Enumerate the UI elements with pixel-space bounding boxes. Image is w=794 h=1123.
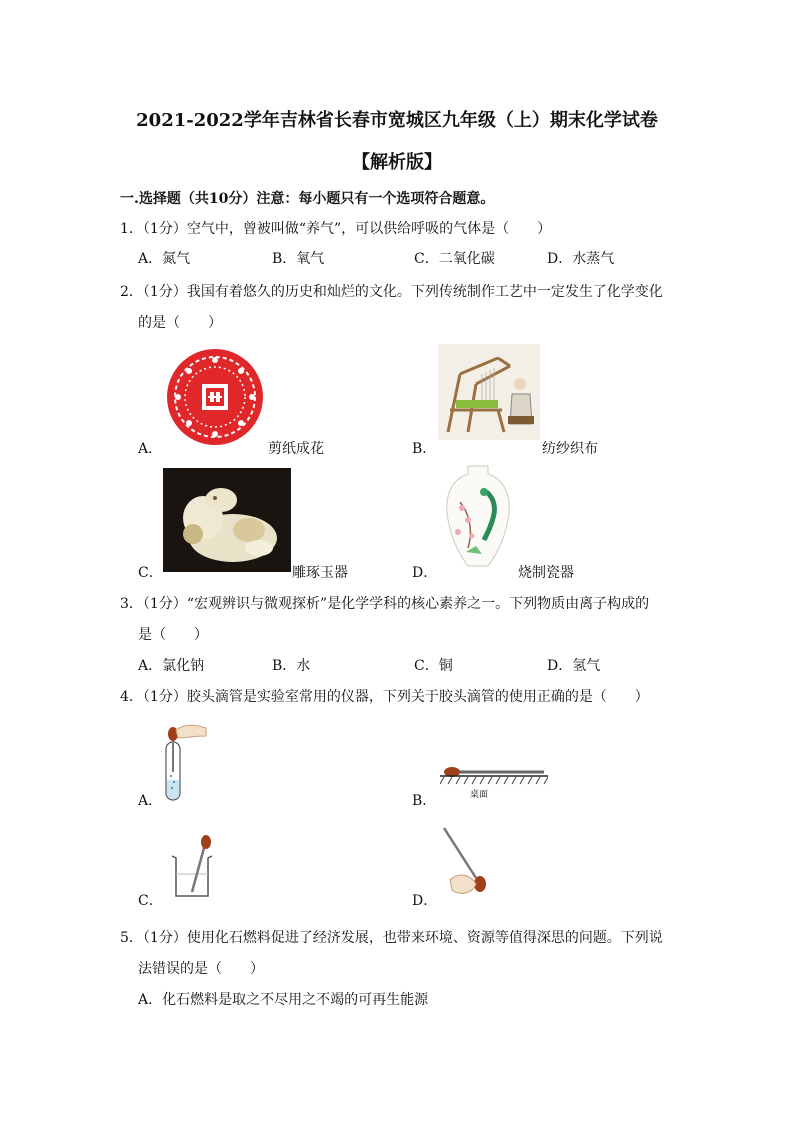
q2-option-c: C． bbox=[138, 565, 163, 581]
question-2-line2: 的是（ ） bbox=[138, 315, 222, 331]
question-4-text: 4．（1分）胶头滴管是实验室常用的仪器，下列关于胶头滴管的使用正确的是（ ） bbox=[120, 689, 649, 705]
q4-option-b: B． bbox=[412, 793, 437, 809]
q2-option-b: B． bbox=[412, 441, 437, 457]
question-3-line1: 3．（1分）“宏观辨识与微观探析”是化学学科的核心素养之一。下列物质由离子构成的 bbox=[120, 596, 650, 612]
question-5-line2: 法错误的是（ ） bbox=[138, 961, 264, 977]
section-heading: 一.选择题（共10分）注意：每小题只有一个选项符合题意。 bbox=[120, 191, 495, 207]
q2-caption-d: 烧制瓷器 bbox=[518, 565, 574, 581]
q1-option-b: B．氧气 bbox=[272, 251, 325, 267]
q2-caption-b: 纺纱织布 bbox=[542, 441, 598, 457]
q4-option-d: D． bbox=[412, 893, 438, 909]
exam-title: 2021-2022学年吉林省长春市宽城区九年级（上）期末化学试卷 bbox=[136, 110, 658, 131]
papercut-image bbox=[166, 348, 264, 446]
dropper-on-desk-image bbox=[440, 762, 548, 786]
q3-option-d: D．氢气 bbox=[547, 658, 601, 674]
dropper-in-tube-image bbox=[160, 720, 212, 804]
dropper-in-beaker-image bbox=[168, 834, 224, 900]
q2-caption-a: 剪纸成花 bbox=[268, 441, 324, 457]
loom-image bbox=[438, 344, 540, 440]
q3-option-c: C．铜 bbox=[414, 658, 453, 674]
question-1-text: 1．（1分）空气中，曾被叫做“养气”，可以供给呼吸的气体是（ ） bbox=[120, 221, 552, 237]
desk-label: 桌面 bbox=[470, 790, 489, 800]
question-3-line2: 是（ ） bbox=[138, 627, 208, 643]
exam-subtitle: 【解析版】 bbox=[352, 152, 442, 173]
q3-option-a: A．氯化钠 bbox=[138, 658, 205, 674]
question-2-line1: 2．（1分）我国有着悠久的历史和灿烂的文化。下列传统制作工艺中一定发生了化学变化 bbox=[120, 284, 663, 300]
q1-option-c: C．二氧化碳 bbox=[414, 251, 495, 267]
jade-carving-image bbox=[163, 468, 291, 572]
q2-option-d: D． bbox=[412, 565, 438, 581]
q1-option-a: A．氮气 bbox=[138, 251, 191, 267]
porcelain-vase-image bbox=[438, 462, 518, 572]
inverted-dropper-image bbox=[440, 826, 496, 898]
question-5-line1: 5．（1分）使用化石燃料促进了经济发展，也带来环境、资源等值得深思的问题。下列说 bbox=[120, 930, 663, 946]
q3-option-b: B．水 bbox=[272, 658, 311, 674]
q1-option-d: D．水蒸气 bbox=[547, 251, 615, 267]
q2-caption-c: 雕琢玉器 bbox=[292, 565, 348, 581]
q2-option-a: A． bbox=[138, 441, 163, 457]
q4-option-c: C． bbox=[138, 893, 163, 909]
q4-option-a: A． bbox=[138, 793, 163, 809]
q5-option-a: A．化石燃料是取之不尽用之不竭的可再生能源 bbox=[138, 992, 429, 1008]
